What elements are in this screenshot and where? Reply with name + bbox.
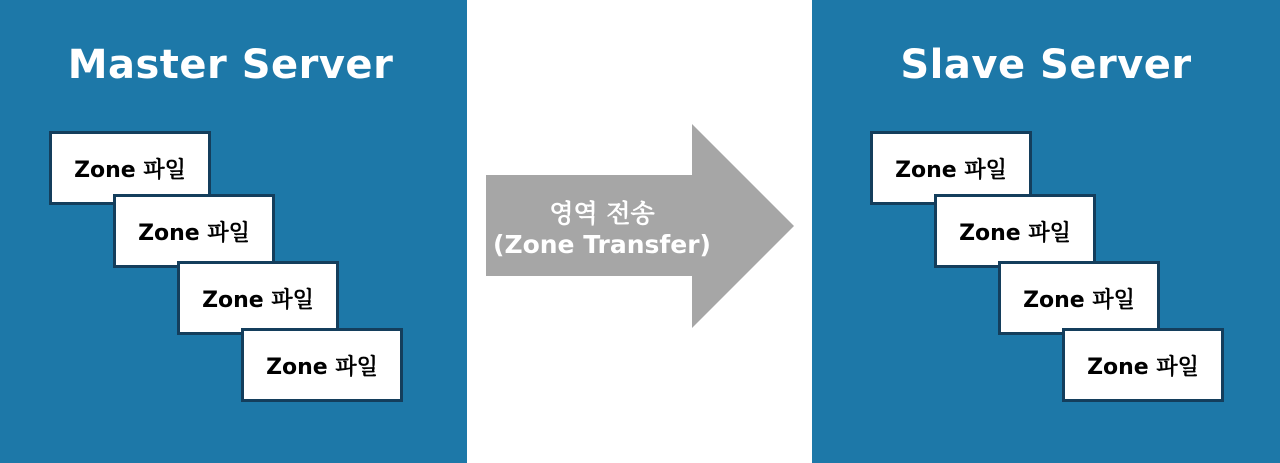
zone-transfer-arrow xyxy=(486,124,794,328)
zone-transfer-label-en: (Zone Transfer) xyxy=(493,230,711,259)
slave-zone-file-3: Zone 파일 xyxy=(998,261,1160,335)
slave-server-panel xyxy=(812,0,1280,463)
master-zone-file-1: Zone 파일 xyxy=(49,131,211,205)
master-zone-file-2: Zone 파일 xyxy=(113,194,275,268)
slave-zone-file-4: Zone 파일 xyxy=(1062,328,1224,402)
master-server-panel xyxy=(0,0,467,463)
master-server-title: Master Server xyxy=(67,42,394,88)
slave-zone-file-2: Zone 파일 xyxy=(934,194,1096,268)
slave-zone-file-1: Zone 파일 xyxy=(870,131,1032,205)
master-zone-file-3: Zone 파일 xyxy=(177,261,339,335)
slave-server-title: Slave Server xyxy=(900,42,1192,88)
zone-transfer-label-ko: 영역 전송 xyxy=(549,199,655,228)
master-zone-file-4: Zone 파일 xyxy=(241,328,403,402)
